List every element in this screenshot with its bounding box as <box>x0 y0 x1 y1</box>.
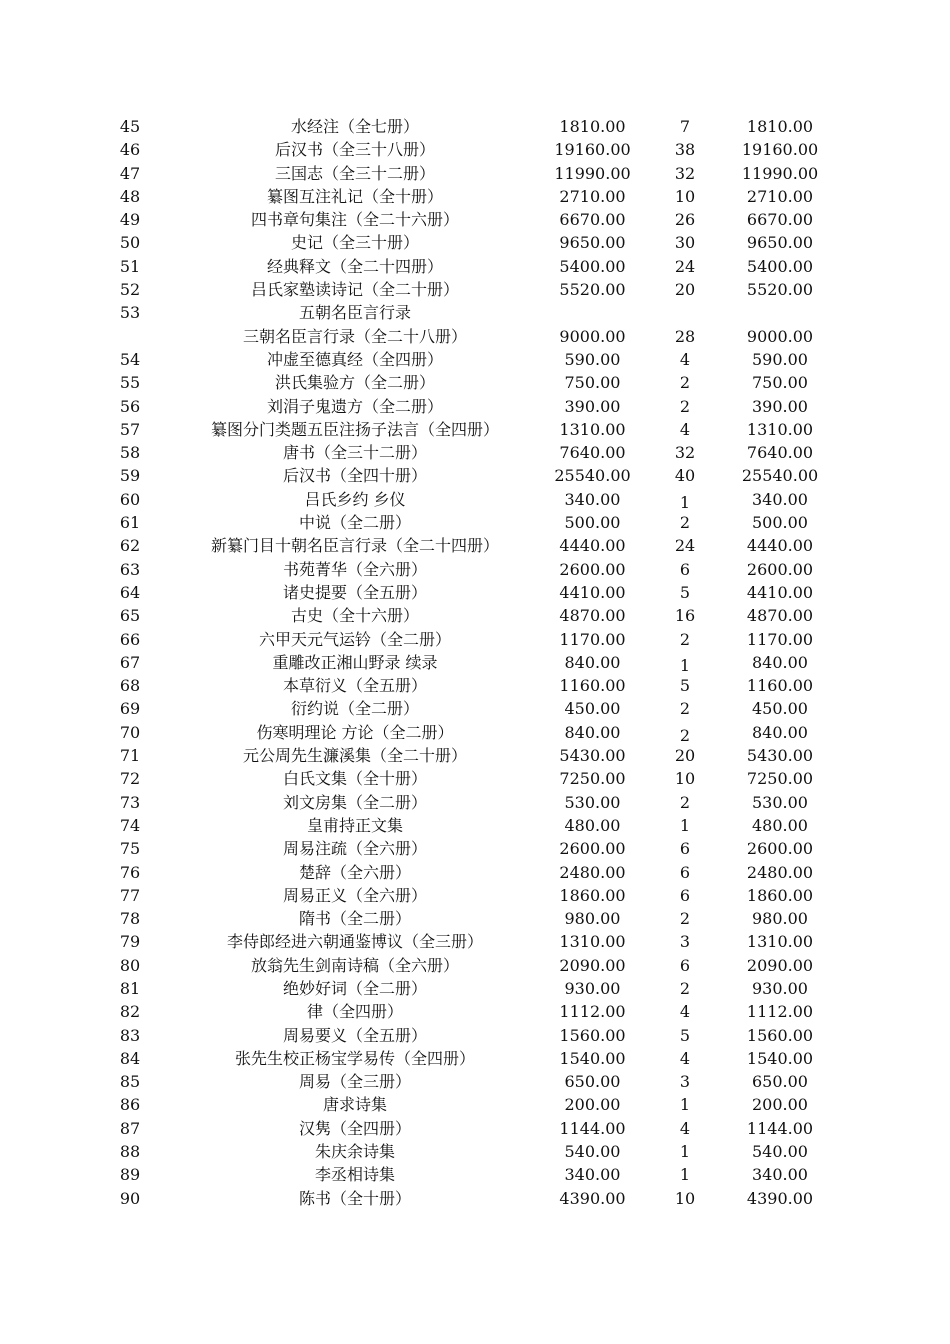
unit-price: 4390.00 <box>559 1188 626 1208</box>
row-number: 75 <box>119 839 141 859</box>
unit-price: 840.00 <box>564 722 621 742</box>
total-price: 340.00 <box>752 489 808 509</box>
unit-price: 1560.00 <box>559 1025 626 1045</box>
unit-price: 340.00 <box>564 489 621 509</box>
total-price: 1160.00 <box>746 676 814 696</box>
book-title: 本草衍义（全五册） <box>282 676 427 696</box>
unit-price: 390.00 <box>564 396 621 416</box>
volume-count: 2 <box>679 909 691 929</box>
book-title: 史记（全三十册） <box>290 233 419 253</box>
unit-price: 5430.00 <box>559 746 626 766</box>
total-price: 7640.00 <box>746 443 814 463</box>
volume-count: 6 <box>679 559 691 579</box>
book-title-line-1: 五朝名臣言行录 <box>298 303 411 323</box>
unit-price: 590.00 <box>564 349 621 369</box>
volume-count: 24 <box>674 536 696 556</box>
unit-price: 4440.00 <box>559 536 626 556</box>
table-row <box>0 1140 950 1163</box>
row-number: 56 <box>119 396 141 416</box>
total-price: 1112.00 <box>746 1002 814 1022</box>
volume-count: 1 <box>679 815 691 835</box>
row-number: 49 <box>119 210 141 230</box>
unit-price: 650.00 <box>564 1072 621 1092</box>
row-number: 62 <box>119 536 141 556</box>
unit-price: 1160.00 <box>559 676 626 696</box>
book-title: 楚辞（全六册） <box>298 862 411 882</box>
row-number: 80 <box>119 955 141 975</box>
book-title: 放翁先生剑南诗稿（全六册） <box>250 955 459 975</box>
total-price: 4440.00 <box>746 536 814 556</box>
unit-price: 480.00 <box>564 815 621 835</box>
total-price: 450.00 <box>752 699 808 719</box>
total-price: 750.00 <box>752 373 808 393</box>
unit-price: 530.00 <box>564 792 621 812</box>
book-title: 冲虚至德真经（全四册） <box>266 349 443 369</box>
table-row <box>0 208 950 231</box>
book-price-table <box>0 115 950 1210</box>
total-price: 540.00 <box>752 1142 808 1162</box>
unit-price: 6670.00 <box>559 210 626 230</box>
unit-price: 1112.00 <box>559 1002 626 1022</box>
total-price: 4410.00 <box>746 582 814 602</box>
unit-price: 1540.00 <box>559 1048 626 1068</box>
book-title: 后汉书（全三十八册） <box>274 140 435 160</box>
book-title: 刘文房集（全二册） <box>282 792 427 812</box>
unit-price: 5520.00 <box>559 280 626 300</box>
book-title: 张先生校正杨宝学易传（全四册） <box>234 1048 475 1068</box>
book-title: 周易注疏（全六册） <box>282 839 427 859</box>
volume-count: 2 <box>679 725 691 745</box>
table-row <box>0 697 950 720</box>
volume-count: 4 <box>679 349 691 369</box>
book-title: 律（全四册） <box>306 1002 403 1022</box>
book-title: 经典释文（全二十四册） <box>266 256 443 276</box>
book-title: 汉隽（全四册） <box>298 1118 411 1138</box>
table-row <box>0 1187 950 1210</box>
volume-count: 1 <box>679 655 691 675</box>
book-title-line-2: 三朝名臣言行录（全二十八册） <box>242 326 467 346</box>
unit-price: 2710.00 <box>559 186 626 206</box>
total-price: 7250.00 <box>746 769 814 789</box>
volume-count: 6 <box>679 839 691 859</box>
total-price: 340.00 <box>752 1165 808 1185</box>
total-price: 930.00 <box>752 978 808 998</box>
total-price: 500.00 <box>752 513 808 533</box>
volume-count: 40 <box>674 466 696 486</box>
total-price: 1170.00 <box>746 629 814 649</box>
total-price: 5400.00 <box>746 256 814 276</box>
book-title: 白氏文集（全十册） <box>282 769 427 789</box>
table-row <box>0 441 950 464</box>
total-price: 1810.00 <box>746 117 814 136</box>
table-row <box>0 138 950 161</box>
table-row <box>0 628 950 651</box>
table-row <box>0 721 950 744</box>
total-price: 1560.00 <box>746 1025 814 1045</box>
volume-count: 38 <box>674 140 696 160</box>
volume-count: 1 <box>679 1142 691 1162</box>
volume-count: 30 <box>674 233 696 253</box>
table-row <box>0 464 950 487</box>
row-number: 83 <box>119 1025 141 1045</box>
row-number: 64 <box>119 582 141 602</box>
volume-count: 4 <box>679 1118 691 1138</box>
unit-price: 2090.00 <box>559 955 626 975</box>
total-price: 840.00 <box>752 652 808 672</box>
unit-price: 1860.00 <box>559 885 626 905</box>
table-row <box>0 185 950 208</box>
volume-count: 24 <box>674 256 696 276</box>
row-number: 78 <box>119 909 141 929</box>
row-number: 58 <box>119 443 141 463</box>
table-row <box>0 1093 950 1116</box>
volume-count: 20 <box>674 746 696 766</box>
total-price: 530.00 <box>752 792 808 812</box>
row-number: 70 <box>119 722 141 742</box>
volume-count: 6 <box>679 885 691 905</box>
total-price: 2480.00 <box>746 862 814 882</box>
row-number: 65 <box>119 606 141 626</box>
table-row <box>0 1070 950 1093</box>
total-price: 2600.00 <box>746 839 814 859</box>
book-title: 周易正义（全六册） <box>282 885 427 905</box>
table-row <box>0 231 950 254</box>
unit-price: 4410.00 <box>559 582 626 602</box>
table-row <box>0 1163 950 1186</box>
table-row <box>0 930 950 953</box>
unit-price: 200.00 <box>564 1095 621 1115</box>
total-price: 5430.00 <box>746 746 814 766</box>
row-number: 84 <box>119 1048 141 1068</box>
book-title: 后汉书（全四十册） <box>282 466 427 486</box>
total-price: 980.00 <box>752 909 808 929</box>
volume-count: 26 <box>674 210 696 230</box>
table-row <box>0 348 950 371</box>
unit-price: 1170.00 <box>559 629 626 649</box>
unit-price: 1310.00 <box>559 932 626 952</box>
row-number: 60 <box>119 489 141 509</box>
row-number: 51 <box>119 256 141 276</box>
book-title: 洪氏集验方（全二册） <box>274 373 435 393</box>
volume-count: 3 <box>679 1072 691 1092</box>
row-number: 45 <box>119 117 141 136</box>
unit-price: 1810.00 <box>559 117 626 136</box>
volume-count: 6 <box>679 862 691 882</box>
volume-count: 2 <box>679 373 691 393</box>
row-number: 76 <box>119 862 141 882</box>
table-row <box>0 861 950 884</box>
table-row <box>0 488 950 511</box>
table-row <box>0 814 950 837</box>
volume-count: 2 <box>679 513 691 533</box>
row-number: 61 <box>119 513 141 533</box>
book-title: 绝妙好词（全二册） <box>282 978 427 998</box>
total-price: 2600.00 <box>746 559 814 579</box>
book-title: 刘涓子鬼遗方（全二册） <box>266 396 443 416</box>
unit-price: 840.00 <box>564 652 621 672</box>
row-number: 54 <box>119 349 141 369</box>
row-number: 87 <box>119 1118 141 1138</box>
row-number: 77 <box>119 885 141 905</box>
row-number: 52 <box>119 280 141 300</box>
row-number: 79 <box>119 932 141 952</box>
volume-count: 5 <box>679 1025 691 1045</box>
book-title: 重雕改正湘山野录 续录 <box>272 652 438 672</box>
table-row <box>0 534 950 557</box>
unit-price: 9000.00 <box>559 326 626 346</box>
row-number: 68 <box>119 676 141 696</box>
unit-price: 540.00 <box>564 1142 621 1162</box>
total-price: 9650.00 <box>746 233 814 253</box>
total-price: 11990.00 <box>741 163 819 183</box>
unit-price: 19160.00 <box>554 140 631 160</box>
volume-count: 4 <box>679 1048 691 1068</box>
unit-price: 980.00 <box>564 909 621 929</box>
book-title: 新纂门目十朝名臣言行录（全二十四册） <box>210 536 499 556</box>
row-number: 73 <box>119 792 141 812</box>
book-title: 纂图互注礼记（全十册） <box>266 186 443 206</box>
row-number: 90 <box>119 1188 141 1208</box>
book-title: 伤寒明理论 方论（全二册） <box>256 722 454 742</box>
table-row <box>0 604 950 627</box>
total-price: 4390.00 <box>746 1188 814 1208</box>
total-price: 6670.00 <box>746 210 814 230</box>
table-row <box>0 791 950 814</box>
book-title: 唐书（全三十二册） <box>282 443 427 463</box>
total-price: 9000.00 <box>746 326 814 346</box>
book-title: 李侍郎经进六朝通鉴博议（全三册） <box>226 932 483 952</box>
row-number: 55 <box>119 373 141 393</box>
table-row <box>0 301 950 348</box>
volume-count: 2 <box>679 792 691 812</box>
row-number: 89 <box>119 1165 141 1185</box>
unit-price: 1310.00 <box>559 419 626 439</box>
table-row <box>0 278 950 301</box>
table-row <box>0 674 950 697</box>
unit-price: 2600.00 <box>559 839 626 859</box>
unit-price: 2480.00 <box>559 862 626 882</box>
total-price: 590.00 <box>752 349 808 369</box>
volume-count: 1 <box>679 1165 691 1185</box>
unit-price: 4870.00 <box>559 606 626 626</box>
unit-price: 7250.00 <box>559 769 626 789</box>
total-price: 5520.00 <box>746 280 814 300</box>
unit-price: 25540.00 <box>554 466 631 486</box>
book-title: 陈书（全十册） <box>298 1188 411 1208</box>
table-row <box>0 558 950 581</box>
book-title: 元公周先生濂溪集（全二十册） <box>242 746 467 766</box>
table-row <box>0 115 950 138</box>
row-number: 46 <box>119 140 141 160</box>
row-number: 72 <box>119 769 141 789</box>
volume-count: 20 <box>674 280 696 300</box>
volume-count: 16 <box>674 606 696 626</box>
volume-count: 10 <box>674 1188 696 1208</box>
volume-count: 1 <box>679 1095 691 1115</box>
table-row <box>0 255 950 278</box>
volume-count: 2 <box>679 699 691 719</box>
table-row <box>0 418 950 441</box>
volume-count: 32 <box>674 443 696 463</box>
row-number: 63 <box>119 559 141 579</box>
book-title: 中说（全二册） <box>298 513 411 533</box>
unit-price: 11990.00 <box>554 163 631 183</box>
total-price: 480.00 <box>752 815 808 835</box>
book-title: 朱庆余诗集 <box>314 1142 395 1162</box>
volume-count: 5 <box>679 676 691 696</box>
unit-price: 1144.00 <box>559 1118 626 1138</box>
table-row <box>0 744 950 767</box>
table-row <box>0 581 950 604</box>
volume-count: 5 <box>679 582 691 602</box>
total-price: 1144.00 <box>746 1118 814 1138</box>
total-price: 200.00 <box>752 1095 808 1115</box>
volume-count: 3 <box>679 932 691 952</box>
book-title: 隋书（全二册） <box>298 909 411 929</box>
volume-count: 2 <box>679 978 691 998</box>
volume-count: 6 <box>679 955 691 975</box>
table-row <box>0 651 950 674</box>
unit-price: 750.00 <box>564 373 621 393</box>
row-number: 66 <box>119 629 141 649</box>
table-row <box>0 395 950 418</box>
total-price: 2710.00 <box>746 186 814 206</box>
unit-price: 340.00 <box>564 1165 621 1185</box>
row-number: 48 <box>119 186 141 206</box>
book-title: 诸史提要（全五册） <box>282 582 427 602</box>
row-number: 71 <box>119 746 141 766</box>
row-number: 85 <box>119 1072 141 1092</box>
table-row <box>0 954 950 977</box>
table-row <box>0 1000 950 1023</box>
row-number: 47 <box>119 163 141 183</box>
total-price: 1860.00 <box>746 885 814 905</box>
book-title: 唐求诗集 <box>322 1095 387 1115</box>
table-row <box>0 511 950 534</box>
row-number: 57 <box>119 419 141 439</box>
total-price: 840.00 <box>752 722 808 742</box>
volume-count: 10 <box>674 186 696 206</box>
book-title: 三国志（全三十二册） <box>274 163 435 183</box>
total-price: 2090.00 <box>746 955 814 975</box>
total-price: 650.00 <box>752 1072 808 1092</box>
table-row <box>0 1047 950 1070</box>
row-number: 86 <box>119 1095 141 1115</box>
unit-price: 7640.00 <box>559 443 626 463</box>
total-price: 4870.00 <box>746 606 814 626</box>
table-row <box>0 1117 950 1140</box>
row-number: 53 <box>119 303 141 323</box>
book-title: 六甲天元气运钤（全二册） <box>258 629 451 649</box>
row-number: 50 <box>119 233 141 253</box>
volume-count: 10 <box>674 769 696 789</box>
book-title: 吕氏家塾读诗记（全二十册） <box>250 280 459 300</box>
row-number: 69 <box>119 699 141 719</box>
book-title: 纂图分门类题五臣注扬子法言（全四册） <box>210 419 499 439</box>
book-title: 皇甫持正文集 <box>306 815 403 835</box>
book-title: 书苑菁华（全六册） <box>282 559 427 579</box>
volume-count: 7 <box>679 117 691 136</box>
book-title: 吕氏乡约 乡仪 <box>304 489 406 509</box>
volume-count: 32 <box>674 163 696 183</box>
book-title: 衍约说（全二册） <box>290 699 419 719</box>
table-row <box>0 884 950 907</box>
book-title: 李丞相诗集 <box>314 1165 395 1185</box>
unit-price: 450.00 <box>564 699 621 719</box>
total-price: 1310.00 <box>746 932 814 952</box>
book-title: 四书章句集注（全二十六册） <box>250 210 459 230</box>
volume-count: 4 <box>679 419 691 439</box>
row-number: 81 <box>119 978 141 998</box>
table-row <box>0 837 950 860</box>
unit-price: 5400.00 <box>559 256 626 276</box>
total-price: 1540.00 <box>746 1048 814 1068</box>
volume-count: 2 <box>679 396 691 416</box>
row-number: 88 <box>119 1142 141 1162</box>
table-row <box>0 162 950 185</box>
row-number: 74 <box>119 815 141 835</box>
volume-count: 28 <box>674 326 696 346</box>
unit-price: 930.00 <box>564 978 621 998</box>
total-price: 25540.00 <box>741 466 819 486</box>
row-number: 67 <box>119 652 141 672</box>
book-title: 古史（全十六册） <box>290 606 419 626</box>
book-title: 周易（全三册） <box>298 1072 411 1092</box>
table-row <box>0 907 950 930</box>
table-row <box>0 1024 950 1047</box>
unit-price: 500.00 <box>564 513 621 533</box>
table-row <box>0 371 950 394</box>
row-number: 82 <box>119 1002 141 1022</box>
table-row <box>0 767 950 790</box>
total-price: 19160.00 <box>741 140 819 160</box>
book-title: 周易要义（全五册） <box>282 1025 427 1045</box>
total-price: 1310.00 <box>746 419 814 439</box>
volume-count: 4 <box>679 1002 691 1022</box>
unit-price: 2600.00 <box>559 559 626 579</box>
row-number: 59 <box>119 466 141 486</box>
unit-price: 9650.00 <box>559 233 626 253</box>
volume-count: 2 <box>679 629 691 649</box>
volume-count: 1 <box>679 492 691 512</box>
book-title: 水经注（全七册） <box>290 117 419 136</box>
total-price: 390.00 <box>752 396 808 416</box>
table-row <box>0 977 950 1000</box>
